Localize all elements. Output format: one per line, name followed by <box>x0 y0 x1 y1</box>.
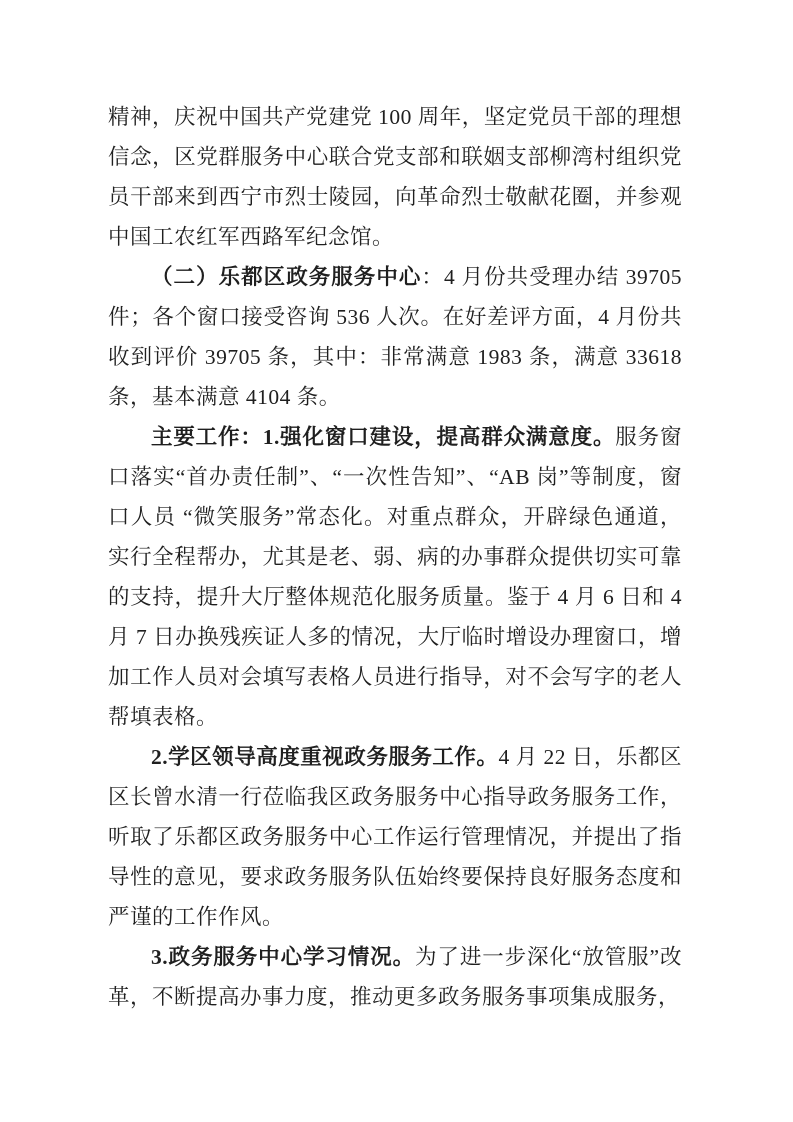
heading-text-segment: （二）乐都区政务服务中心 <box>151 265 422 289</box>
body-text-segment: 服务窗口落实“首办责任制”、“一次性告知”、“AB 岗”等制度，窗口人员 “微笑服务”常态化。对重点群众，开辟绿色通道，实行全程帮办，尤其是老、弱、病的办事群众提供切实可靠的支持，提升大厅整体规范化服务质量。鉴于 4 月 6 日和 4 月 7 日办换残疾证人多的情况，大厅临时增设办理窗口，增加工作人员对会填写表格人员进行指导，对不会写字的老人帮填表格。 <box>108 425 682 729</box>
heading-text-segment: 2.学区领导高度重视政务服务工作。 <box>151 745 499 769</box>
para-main-work-item-1 <box>108 417 682 737</box>
para-continuation <box>108 97 682 257</box>
para-section-two <box>108 257 682 417</box>
document-body <box>108 97 682 1017</box>
para-main-work-item-3 <box>108 937 682 1017</box>
body-text-segment: 精神，庆祝中国共产党建党 100 周年，坚定党员干部的理想信念，区党群服务中心联合党支部和联姻支部柳湾村组织党员干部来到西宁市烈士陵园，向革命烈士敬献花圈，并参观中国工农红军西路军纪念馆。 <box>108 105 682 249</box>
heading-text-segment: 主要工作：1.强化窗口建设，提高群众满意度。 <box>151 425 616 449</box>
body-text-segment: ：4 月份共受理办结 39705 件；各个窗口接受咨询 536 人次。在好差评方面，4 月份共收到评价 39705 条，其中：非常满意 1983 条，满意 33618 条，基本满意 4104 条。 <box>108 265 682 409</box>
body-text-segment: 为了进一步深化“放管服”改革，不断提高办事力度，推动更多政务服务事项集成服务， <box>108 945 682 1009</box>
para-main-work-item-2 <box>108 737 682 937</box>
heading-text-segment: 3.政务服务中心学习情况。 <box>151 945 416 969</box>
body-text-segment: 4 月 22 日，乐都区区长曾水清一行莅临我区政务服务中心指导政务服务工作，听取了乐都区政务服务中心工作运行管理情况，并提出了指导性的意见，要求政务服务队伍始终要保持良好服务态度和严谨的工作作风。 <box>108 745 682 929</box>
